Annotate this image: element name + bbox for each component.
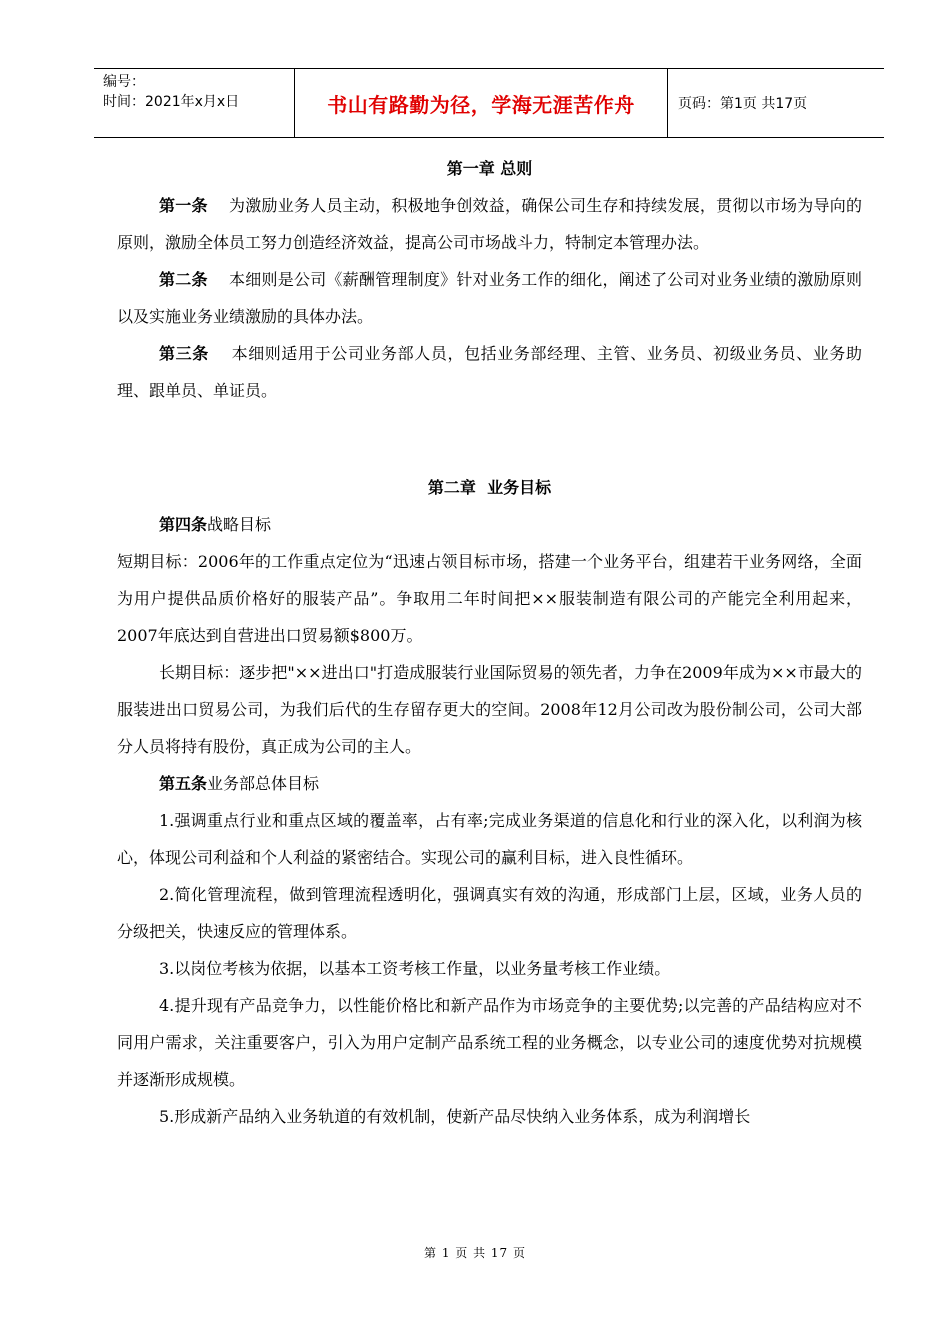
article-2-label: 第二条 — [159, 270, 208, 289]
article-5-label: 第五条 — [159, 774, 208, 793]
article-5 — [117, 765, 862, 802]
header-time-label: 时间：2021年x月x日 — [103, 94, 240, 110]
article-2 — [117, 261, 862, 335]
goal-item-2: 2.简化管理流程，做到管理流程透明化，强调真实有效的沟通，形成部门上层，区域，业务人员的分级把关，快速反应的管理体系。 — [117, 885, 862, 941]
article-1-text: 为激励业务人员主动，积极地争创效益，确保公司生存和持续发展，贯彻以市场为导向的原则，激励全体员工努力创造经济效益，提高公司市场战斗力，特制定本管理办法。 — [117, 196, 862, 252]
goal-item-3: 3.以岗位考核为依据，以基本工资考核工作量，以业务量考核工作业绩。 — [159, 959, 671, 978]
section-spacer — [117, 409, 862, 469]
article-5-text: 业务部总体目标 — [207, 774, 320, 793]
goal-item-1: 1.强调重点行业和重点区域的覆盖率，占有率;完成业务渠道的信息化和行业的深入化，以利润为核心，体现公司利益和个人利益的紧密结合。实现公司的赢利目标，进入良性循环。 — [117, 811, 862, 867]
article-3 — [117, 335, 862, 409]
goal-item-4: 4.提升现有产品竞争力，以性能价格比和新产品作为市场竞争的主要优势;以完善的产品结构应对不同用户需求，关注重要客户，引入为用户定制产品系统工程的业务概念，以专业公司的速度优势对抗规模并逐渐形成规模。 — [117, 996, 862, 1089]
header-meta-cell — [94, 69, 295, 137]
article-2-text: 本细则是公司《薪酬管理制度》针对业务工作的细化，阐述了公司对业务业绩的激励原则以及实施业务业绩激励的具体办法。 — [117, 270, 862, 326]
header-number-label: 编号： — [103, 74, 145, 90]
long-term-goal: 长期目标：逐步把"××进出口"打造成服装行业国际贸易的领先者，力争在2009年成为××市最大的服装进出口贸易公司，为我们后代的生存留存更大的空间。2008年12月公司改为股份制公司，公司大部分人员将持有股份，真正成为公司的主人。 — [117, 663, 862, 756]
page-footer: 第 1 页 共 17 页 — [424, 1246, 526, 1260]
chapter-2-title: 第二章 业务目标 — [427, 478, 552, 497]
article-3-text: 本细则适用于公司业务部人员，包括业务部经理、主管、业务员、初级业务员、业务助理、跟单员、单证员。 — [117, 344, 862, 400]
article-4-label: 第四条 — [159, 515, 208, 534]
article-4 — [117, 506, 862, 543]
article-1-label: 第一条 — [159, 196, 208, 215]
article-4-text: 战略目标 — [207, 515, 272, 534]
goal-item-5: 5.形成新产品纳入业务轨道的有效机制，使新产品尽快纳入业务体系，成为利润增长 — [159, 1107, 751, 1126]
short-term-goal: 短期目标：2006年的工作重点定位为“迅速占领目标市场，搭建一个业务平台，组建若干业务网络，全面为用户提供品质价格好的服装产品”。争取用二年时间把××服装制造有限公司的产能完全利用起来，2007年底达到自营进出口贸易额$800万。 — [117, 552, 862, 645]
article-1 — [117, 187, 862, 261]
document-body — [117, 150, 862, 1135]
header-page-label: 页码：第1页 共17页 — [678, 96, 808, 112]
document-header — [94, 68, 884, 138]
chapter-1-title: 第一章 总则 — [446, 159, 533, 178]
article-3-label: 第三条 — [159, 344, 209, 363]
header-motto: 书山有路勤为径，学海无涯苦作舟 — [295, 69, 668, 137]
